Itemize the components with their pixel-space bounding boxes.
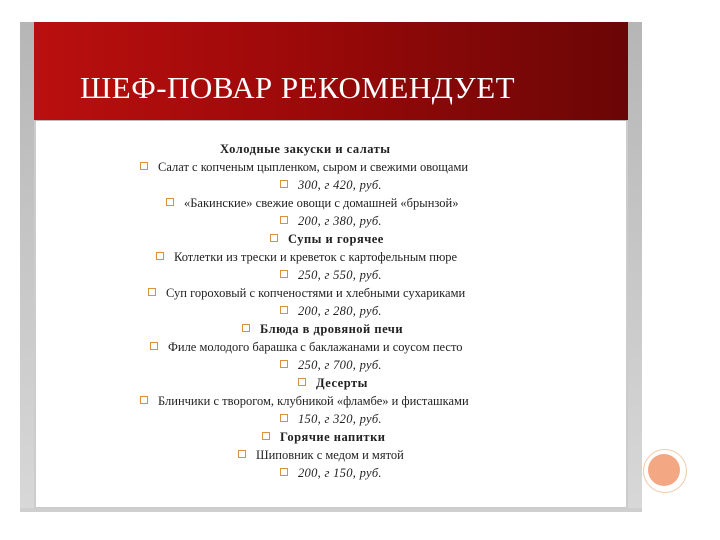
slide-frame-right <box>628 22 642 512</box>
menu-dish: Блинчики с творогом, клубникой «фламбе» и фисташками <box>140 391 469 409</box>
square-bullet-icon <box>280 180 288 188</box>
decorative-circle-inner <box>648 454 680 486</box>
menu-price: 200, г 150, руб. <box>280 463 382 481</box>
menu-heading: Десерты <box>298 373 368 391</box>
square-bullet-icon <box>280 216 288 224</box>
square-bullet-icon <box>270 234 278 242</box>
square-bullet-icon <box>148 288 156 296</box>
menu-heading: Горячие напитки <box>262 427 385 445</box>
square-bullet-icon <box>262 432 270 440</box>
menu-dish: Салат с копченым цыпленком, сыром и свежими овощами <box>140 157 468 175</box>
square-bullet-icon <box>242 324 250 332</box>
menu-dish: Котлетки из трески и креветок с картофельным пюре <box>156 247 457 265</box>
square-bullet-icon <box>140 396 148 404</box>
menu-price: 300, г 420, руб. <box>280 175 382 193</box>
square-bullet-icon <box>298 378 306 386</box>
slide-frame-left <box>20 22 34 512</box>
menu-heading: Холодные закуски и салаты <box>220 142 391 157</box>
square-bullet-icon <box>140 162 148 170</box>
square-bullet-icon <box>156 252 164 260</box>
square-bullet-icon <box>280 414 288 422</box>
slide-title: ШЕФ-ПОВАР РЕКОМЕНДУЕТ <box>80 70 516 105</box>
square-bullet-icon <box>150 342 158 350</box>
menu-price: 200, г 280, руб. <box>280 301 382 319</box>
menu-heading: Блюда в дровяной печи <box>242 319 403 337</box>
square-bullet-icon <box>280 468 288 476</box>
square-bullet-icon <box>280 306 288 314</box>
square-bullet-icon <box>166 198 174 206</box>
menu-dish: Филе молодого барашка с баклажанами и соусом песто <box>150 337 463 355</box>
square-bullet-icon <box>280 270 288 278</box>
menu-price: 250, г 700, руб. <box>280 355 382 373</box>
menu-price: 250, г 550, руб. <box>280 265 382 283</box>
menu-dish: «Бакинские» свежие овощи с домашней «брынзой» <box>166 193 458 211</box>
menu-heading: Супы и горячее <box>270 229 384 247</box>
menu-dish: Суп гороховый с копченостями и хлебными сухариками <box>148 283 465 301</box>
square-bullet-icon <box>280 360 288 368</box>
menu-content-box <box>34 120 628 509</box>
menu-price: 150, г 320, руб. <box>280 409 382 427</box>
square-bullet-icon <box>238 450 246 458</box>
menu-price: 200, г 380, руб. <box>280 211 382 229</box>
menu-dish: Шиповник с медом и мятой <box>238 445 404 463</box>
